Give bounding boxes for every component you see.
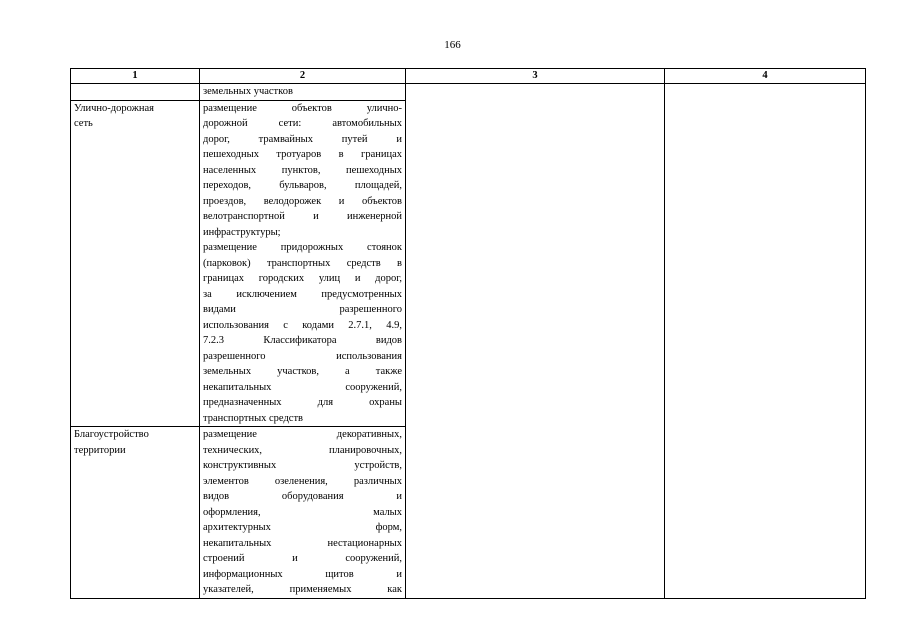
description-line: использования с кодами 2.7.1, 4.9, bbox=[203, 319, 402, 331]
description-line: конструктивных устройств, bbox=[203, 460, 402, 471]
use-type-name-line: сеть bbox=[74, 118, 93, 129]
use-type-description-cell bbox=[200, 100, 406, 427]
use-type-description-cell bbox=[200, 427, 406, 599]
description-line: размещение объектов улично- bbox=[203, 102, 402, 114]
description-line: дорожной сети: автомобильных bbox=[203, 118, 402, 129]
description-line: строений и сооружений, bbox=[203, 553, 402, 564]
use-type-name-line: Благоустройство bbox=[74, 429, 149, 440]
description-line: переходов, бульваров, площадей, bbox=[203, 180, 402, 191]
description-line: технических, планировочных, bbox=[203, 444, 402, 456]
description-line: некапитальных нестационарных bbox=[203, 537, 402, 549]
header-col-3: 3 bbox=[406, 69, 665, 84]
description-line: границах городских улиц и дорог, bbox=[203, 273, 402, 284]
header-row bbox=[71, 69, 866, 84]
description-line: земельных участков, а также bbox=[203, 366, 402, 377]
continuation-row bbox=[71, 84, 866, 101]
description-line: за исключением предусмотренных bbox=[203, 288, 402, 300]
header-col-4: 4 bbox=[665, 69, 866, 84]
page-number: 166 bbox=[444, 39, 461, 51]
description-line: (парковок) транспортных средств в bbox=[203, 257, 402, 269]
use-type-name-line: Улично-дорожная bbox=[74, 102, 154, 114]
description-line: транспортных средств bbox=[203, 412, 304, 424]
continuation-desc-cell bbox=[200, 84, 406, 101]
continuation-name-cell bbox=[71, 84, 200, 101]
description-line: 7.2.3 Классификатора видов bbox=[203, 335, 402, 346]
header-col-2: 2 bbox=[200, 69, 406, 84]
description-line: пешеходных тротуаров в границах bbox=[203, 149, 402, 160]
description-line: видов оборудования и bbox=[203, 491, 402, 502]
column-3-cell bbox=[406, 84, 665, 599]
use-type-name-cell bbox=[71, 100, 200, 427]
description-line: разрешенного использования bbox=[203, 350, 402, 362]
header-col-1: 1 bbox=[71, 69, 200, 84]
description-line: размещение придорожных стоянок bbox=[203, 242, 402, 253]
continuation-line: земельных участков bbox=[203, 86, 293, 97]
column-4-cell bbox=[665, 84, 866, 599]
description-line: велотранспортной и инженерной bbox=[203, 211, 402, 222]
use-type-name-line: территории bbox=[74, 444, 126, 456]
description-line: инфраструктуры; bbox=[203, 226, 281, 238]
description-line: видами разрешенного bbox=[203, 304, 402, 315]
description-line: дорог, трамвайных путей и bbox=[203, 133, 402, 145]
description-line: населенных пунктов, пешеходных bbox=[203, 164, 402, 176]
description-line: предназначенных для охраны bbox=[203, 397, 402, 408]
land-use-table bbox=[70, 68, 866, 599]
description-line: размещение декоративных, bbox=[203, 429, 402, 440]
description-line: указателей, применяемых как bbox=[203, 584, 402, 595]
description-line: оформления, малых bbox=[203, 506, 402, 518]
description-line: архитектурных форм, bbox=[203, 522, 402, 533]
description-line: информационных щитов и bbox=[203, 568, 402, 580]
use-type-name-cell bbox=[71, 427, 200, 599]
description-line: проездов, велодорожек и объектов bbox=[203, 195, 402, 207]
description-line: элементов озеленения, различных bbox=[203, 475, 402, 487]
description-line: некапитальных сооружений, bbox=[203, 381, 402, 393]
